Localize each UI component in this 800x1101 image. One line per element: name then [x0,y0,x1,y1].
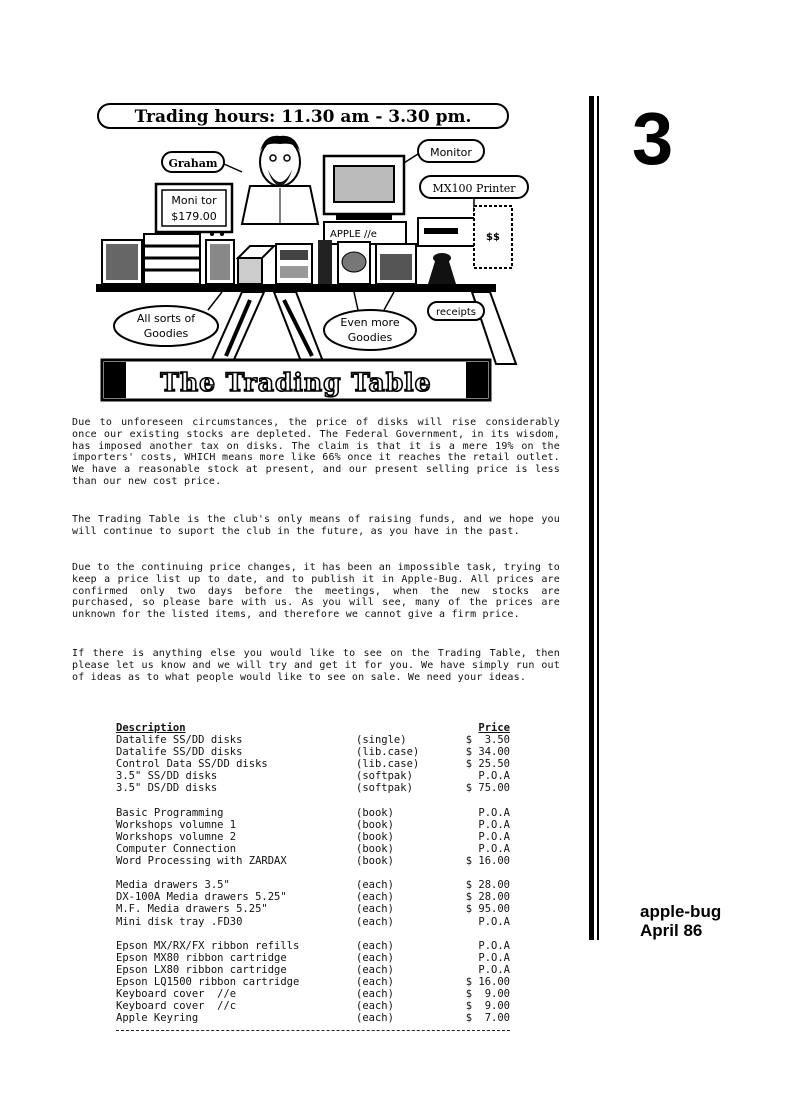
item-description: Epson MX/RX/FX ribbon refills [116,939,300,952]
item-price: $ 34.00 [465,746,510,759]
item-price: P.O.A [478,818,510,831]
table-row [116,855,510,867]
group-spacer [116,867,510,879]
table-end-rule [116,1030,510,1031]
item-unit: (book) [356,806,394,819]
item-price: $ 95.00 [465,903,510,916]
item-price: $ 9.00 [465,988,510,1001]
table-row [116,807,510,819]
column-rule-thin [597,96,599,940]
more-goodies-line1: Even more [340,316,400,329]
item-unit: (book) [356,818,394,831]
item-description: Datalife SS/DD disks [116,734,243,747]
table-row [116,843,510,855]
item-unit: (lib.case) [356,746,420,759]
printer-drawing [418,206,512,268]
item-description: M.F. Media drawers 5.25" [116,903,268,916]
item-description: DX-100A Media drawers 5.25" [116,891,287,904]
header-price: Price [478,722,510,734]
item-description: Epson MX80 ribbon cartridge [116,951,287,964]
item-unit: (book) [356,842,394,855]
item-unit: (each) [356,879,394,892]
footer [640,902,760,940]
table-row [116,1000,510,1012]
item-price: P.O.A [478,963,510,976]
item-unit: (softpak) [356,770,413,783]
item-description: Keyboard cover //e [116,988,237,1001]
item-description: Keyboard cover //c [116,1000,237,1013]
trading-table-illustration [92,94,544,406]
item-description: Datalife SS/DD disks [116,746,243,759]
table-row [116,976,510,988]
printer-label: MX100 Printer [432,182,516,195]
table-row [116,1012,510,1024]
item-description: Basic Programming [116,806,224,819]
item-price: $ 75.00 [465,782,510,795]
table-row [116,916,510,928]
more-goodies-line2: Goodies [347,331,393,344]
item-unit: (book) [356,830,394,843]
price-sign-line2: $179.00 [171,210,217,223]
group-spacer [116,928,510,940]
paragraph-2: The Trading Table is the club's only means of raising funds, and we hope you will continue to suport the club in the future, as you have in the past. [72,514,560,537]
price-table [116,722,510,1031]
table-row [116,734,510,746]
table-row [116,940,510,952]
table-row [116,952,510,964]
table-row [116,988,510,1000]
table-row [116,770,510,782]
person-label: Graham [168,157,218,170]
item-description: 3.5" DS/DD disks [116,782,218,795]
item-unit: (each) [356,975,394,988]
item-price: P.O.A [478,770,510,783]
table-row [116,879,510,891]
person-figure [242,136,318,224]
computer-label: APPLE //e [330,229,377,240]
header-unit [356,722,451,734]
item-price: $ 9.00 [465,1000,510,1013]
paragraph-1: Due to unforeseen circumstances, the price of disks will rise considerably once our existing stocks are depleted. The Federal Government, in its wisdom, has imposed another tax on disks. The claim is that it is a mere 19% on the importers' costs, WHICH means more like 66% once it reaches the retail outlet. We have a reasonable stock at present, and our present selling price is less than our new cost price. [72,417,560,487]
item-price: $ 16.00 [465,975,510,988]
item-description: 3.5" SS/DD disks [116,770,218,783]
table-row [116,782,510,794]
item-description: Mini disk tray .FD30 [116,915,243,928]
item-unit: (single) [356,734,407,747]
paragraph-4: If there is anything else you would like to see on the Trading Table, then please let us know and we will try and get it for you. We have simply run out of ideas as to what people would like to see on sale. We need your ideas. [72,648,560,683]
item-description: Epson LX80 ribbon cartridge [116,963,287,976]
item-price: P.O.A [478,951,510,964]
item-price: P.O.A [478,842,510,855]
item-description: Epson LQ1500 ribbon cartridge [116,975,300,988]
price-table-header [116,722,510,734]
illustration-drawing [92,94,544,406]
table-row [116,891,510,903]
item-price: $ 25.50 [465,758,510,771]
receipts-label: receipts [436,307,476,318]
item-price: P.O.A [478,830,510,843]
item-price: $ 28.00 [465,879,510,892]
banner-text: Trading hours: 11.30 am - 3.30 pm. [134,107,472,127]
item-price: P.O.A [478,939,510,952]
item-unit: (lib.case) [356,758,420,771]
goodies-label-line1: All sorts of [136,312,196,325]
item-price: $ 3.50 [465,734,510,747]
item-unit: (each) [356,1000,394,1013]
goodies-label-line2: Goodies [143,327,189,340]
item-unit: (each) [356,1012,394,1025]
item-unit: (each) [356,891,394,904]
item-unit: (softpak) [356,782,413,795]
item-price: P.O.A [478,806,510,819]
item-description: Workshops volumne 1 [116,818,237,831]
header-description: Description [116,722,186,734]
item-unit: (each) [356,963,394,976]
price-sign-line1: Moni tor [171,194,217,207]
monitor-drawing [324,156,404,220]
item-unit: (each) [356,988,394,1001]
monitor-label: Monitor [430,146,472,159]
item-description: Word Processing with ZARDAX [116,855,287,868]
item-description: Apple Keyring [116,1012,199,1025]
table-row [116,831,510,843]
table-row [116,758,510,770]
table-row [116,746,510,758]
footer-publication: apple-bug [640,902,722,921]
table-row [116,903,510,915]
computer-drawing [324,222,406,244]
item-price: $ 7.00 [465,1012,510,1025]
item-description: Workshops volumne 2 [116,830,237,843]
item-unit: (book) [356,855,394,868]
monitor-price-sign [156,184,232,236]
item-price: $ 16.00 [465,855,510,868]
item-description: Control Data SS/DD disks [116,758,268,771]
item-description: Media drawers 3.5" [116,879,230,892]
price-table-body [116,734,510,1024]
item-unit: (each) [356,903,394,916]
column-rule-thick [589,96,594,940]
item-unit: (each) [356,939,394,952]
item-unit: (each) [356,951,394,964]
group-spacer [116,795,510,807]
item-price: P.O.A [478,915,510,928]
footer-issue-date: April 86 [640,921,703,940]
table-row [116,819,510,831]
page-number: 3 [632,97,674,180]
item-price: $ 28.00 [465,891,510,904]
cash-box-label: $$ [486,232,500,243]
item-description: Computer Connection [116,842,237,855]
paragraph-3: Due to the continuing price changes, it has been an impossible task, trying to keep a price list up to date, and to publish it in Apple-Bug. All prices are confirmed only two days before the meetings, when the new stocks are purchased, so please bare with us. As you will see, many of the prices are unknown for the listed items, and therefore we cannot give a firm price. [72,562,560,621]
illustration-title: The Trading Table [160,368,432,397]
table-row [116,964,510,976]
item-unit: (each) [356,915,394,928]
